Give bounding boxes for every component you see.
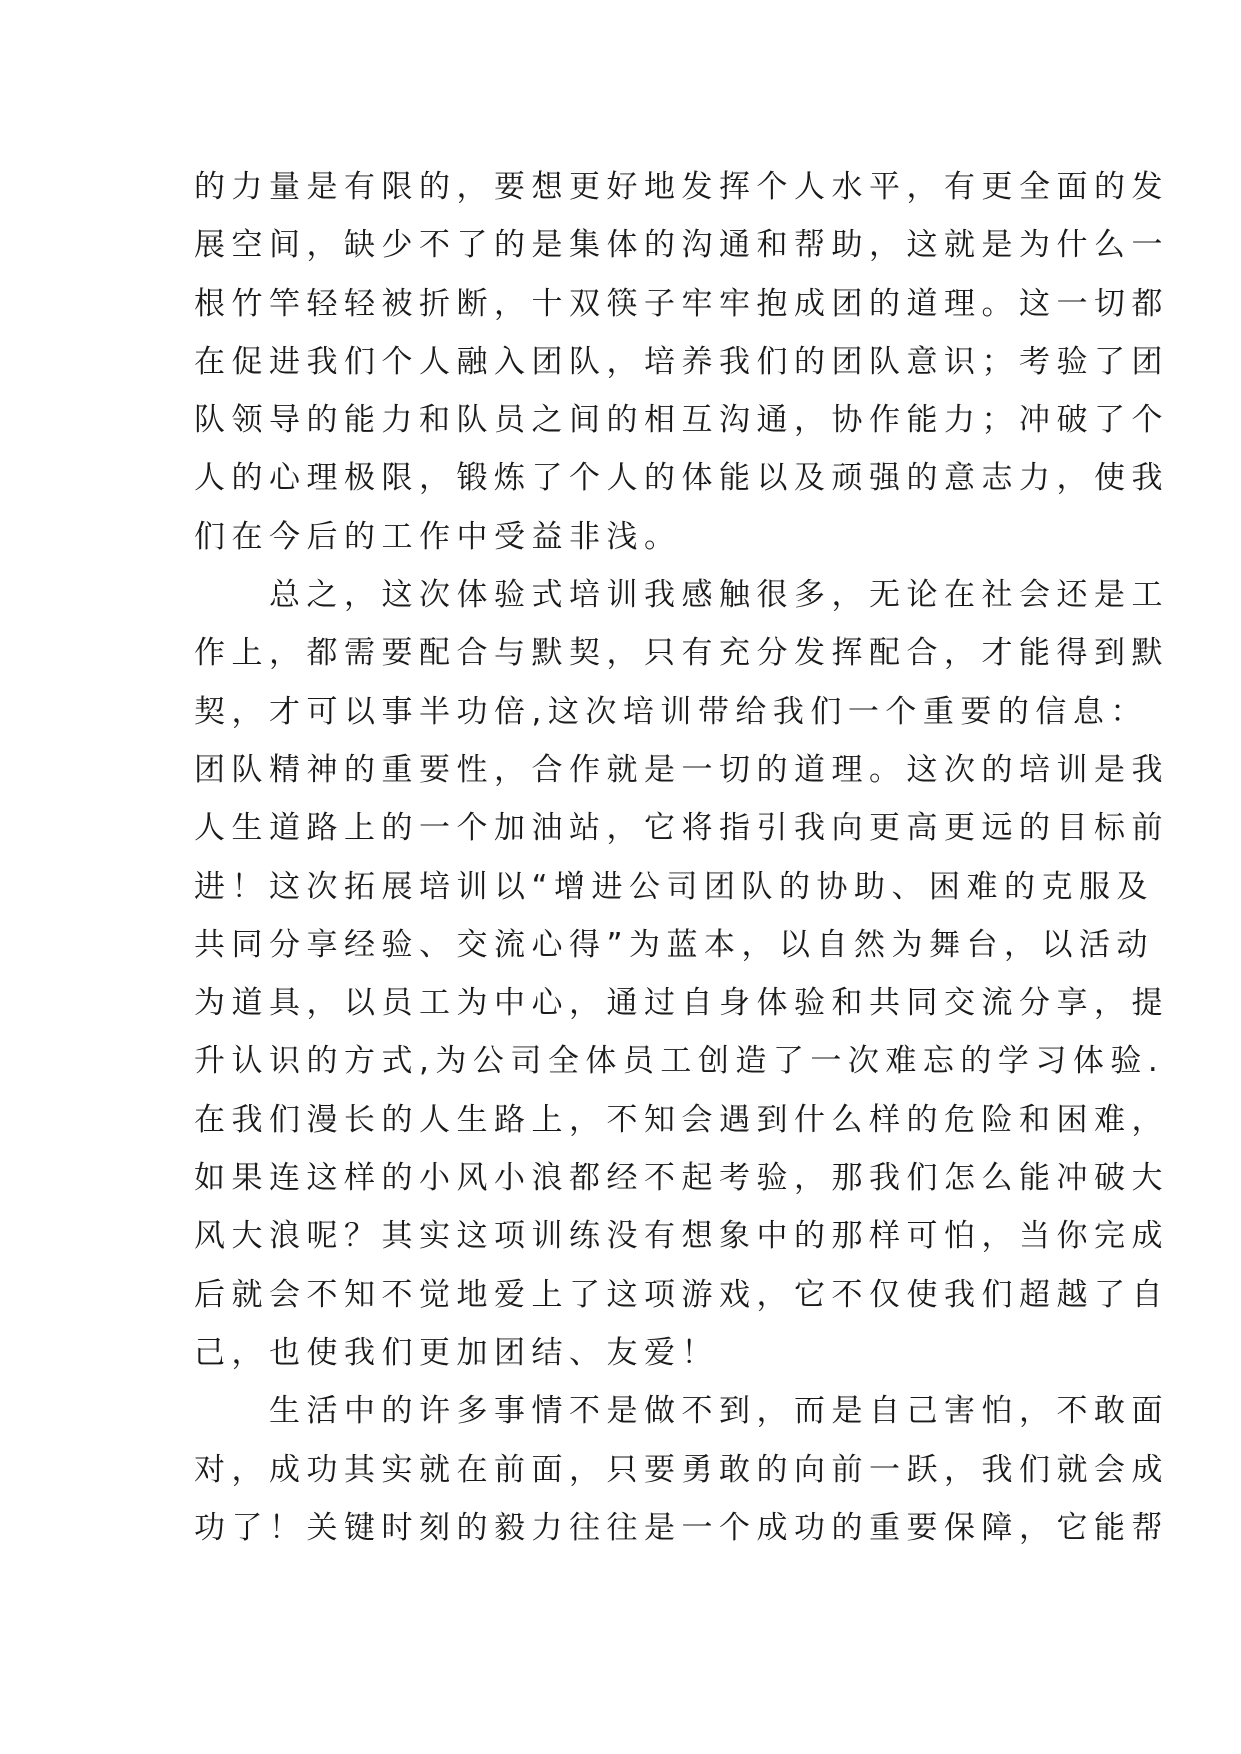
text-line: 如果连这样的小风小浪都经不起考验，那我们怎么能冲破大 [194,1160,1169,1197]
text-line: 进！这次拓展培训以“增进公司团队的协助、困难的克服及 [194,868,1155,905]
text-line: 己，也使我们更加团结、友爱！ [194,1334,719,1371]
text-line: 根竹竿轻轻被折断，十双筷子牢牢抱成团的道理。这一切都 [194,285,1169,322]
text-line: 们在今后的工作中受益非浅。 [194,518,682,555]
text-line: 共同分享经验、交流心得”为蓝本，以自然为舞台，以活动 [194,926,1155,963]
text-line: 在我们漫长的人生路上，不知会遇到什么样的危险和困难， [194,1101,1169,1138]
text-line: 对，成功其实就在前面，只要勇敢的向前一跃，我们就会成 [194,1451,1169,1488]
text-line: 在促进我们个人融入团队，培养我们的团队意识；考验了团 [194,343,1169,380]
text-line: 后就会不知不觉地爱上了这项游戏，它不仅使我们超越了自 [194,1276,1169,1313]
text-line: 展空间，缺少不了的是集体的沟通和帮助，这就是为什么一 [194,227,1169,264]
text-line: 团队精神的重要性，合作就是一切的道理。这次的培训是我 [194,751,1169,788]
text-line: 为道具，以员工为中心，通过自身体验和共同交流分享，提 [194,985,1169,1022]
body-text [194,158,1169,1557]
text-line: 总之，这次体验式培训我感触很多，无论在社会还是工 [194,577,1169,614]
text-line: 风大浪呢？其实这项训练没有想象中的那样可怕，当你完成 [194,1218,1169,1255]
text-line: 人的心理极限，锻炼了个人的体能以及顽强的意志力，使我 [194,460,1169,497]
text-line: 升认识的方式,为公司全体员工创造了一次难忘的学习体验. [194,1043,1165,1080]
text-line: 功了！关键时刻的毅力往往是一个成功的重要保障，它能帮 [194,1509,1169,1546]
text-line: 作上，都需要配合与默契，只有充分发挥配合，才能得到默 [194,635,1169,672]
text-line: 队领导的能力和队员之间的相互沟通，协作能力；冲破了个 [194,402,1169,439]
text-line: 人生道路上的一个加油站，它将指引我向更高更远的目标前 [194,810,1169,847]
text-line: 契，才可以事半功倍,这次培训带给我们一个重要的信息： [194,693,1148,730]
text-line: 生活中的许多事情不是做不到，而是自己害怕，不敢面 [194,1393,1169,1430]
text-line: 的力量是有限的，要想更好地发挥个人水平，有更全面的发 [194,169,1169,205]
